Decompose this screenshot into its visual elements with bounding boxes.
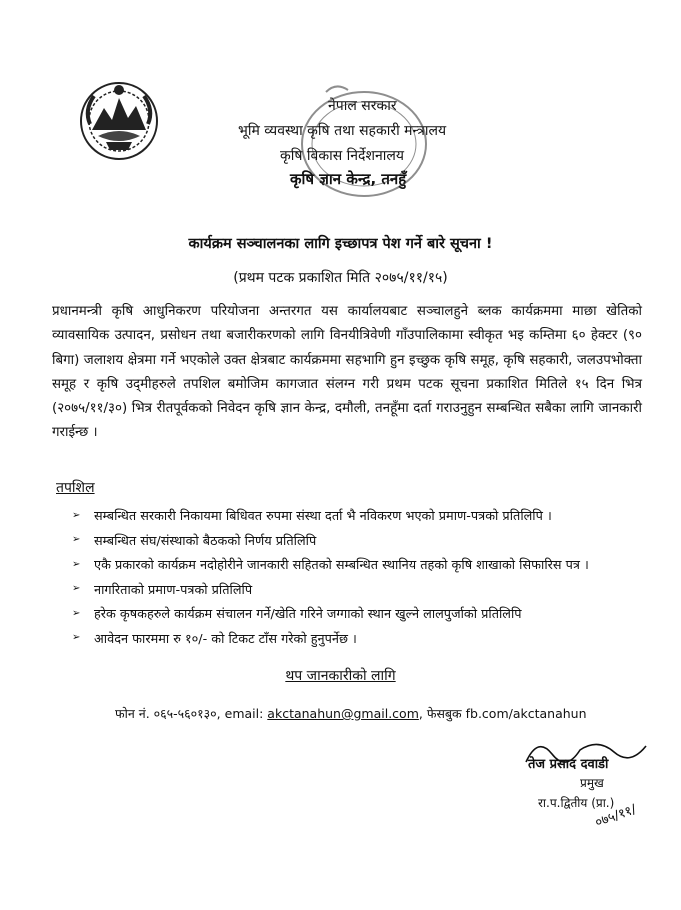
signature-block — [528, 738, 678, 831]
signatory-role: प्रमुख — [580, 776, 604, 790]
list-item-text: सम्बन्धित सरकारी निकायमा बिधिवत रुपमा संस्था दर्ता भै नविकरण भएको प्रमाण-पत्रको प्रतिलिपि । — [94, 509, 552, 525]
arrow-bullet-icon: ➢ — [72, 558, 81, 570]
list-item-text: एकै प्रकारको कार्यक्रम नदोहोरीने जानकारी सहितको सम्बन्धित स्थानिय तहको कृषि शाखाको सिफारिस पत्र । — [94, 558, 589, 574]
arrow-bullet-icon: ➢ — [72, 534, 81, 546]
list-item — [72, 577, 672, 602]
more-info-heading: थप जानकारीको लागि — [285, 668, 396, 684]
arrow-bullet-icon: ➢ — [72, 607, 81, 619]
list-item-text: आवेदन फारममा रु १०/- को टिकट टाँस गरेको हुनुपर्नेछ । — [94, 631, 357, 647]
list-item — [72, 601, 672, 626]
arrow-bullet-icon: ➢ — [72, 509, 81, 521]
details-heading: तपशिल — [56, 480, 95, 496]
phone-text: फोन नं. ०६५-५६०१३०, email: — [115, 706, 268, 721]
arrow-bullet-icon: ➢ — [72, 632, 81, 644]
list-item-text: नागरिताको प्रमाण-पत्रको प्रतिलिपि — [94, 582, 253, 598]
list-item — [72, 528, 672, 553]
list-item-text: सम्बन्धित संघ/संस्थाको बैठकको निर्णय प्रतिलिपि — [94, 533, 317, 549]
list-item — [72, 552, 672, 577]
list-item — [72, 626, 672, 651]
contact-line — [115, 705, 587, 722]
signatory-rank: रा.प.द्वितीय (प्रा.) — [538, 796, 615, 810]
list-item — [72, 503, 672, 528]
facebook-text: , फेसबुक fb.com/akctanahun — [418, 706, 587, 721]
notice-body-text: प्रधानमन्त्री कृषि आधुनिकरण परियोजना अन्तरगत यस कार्यालयबाट सञ्चालहुने ब्लक कार्यक्रममा माछा खेतिको व्यावसायिक उत्पादन, प्रसोधन तथा बजारीकरणको लागि विनयीत्रिवेणी गाँउपालिकामा स्वीकृत भइ कम्तिमा ६० हेक्टर (९० बिगा) जलाशय क्षेत्रमा गर्ने भएकोले उक्त क्षेत्रबाट कार्यक्रममा सहभागि हुन इच्छुक कृषि समूह, कृषि सहकारी, जलउपभोक्ता समूह र कृषि उद्‌मीहरुले तपशिल बमोजिम कागजात संलग्न गरी प्रथम पटक सूचना प्रकाशित मितिले १५ दिन भित्र (२०७५/११/३०) भित्र रीतपूर्वकको निवेदन कृषि ज्ञान केन्द्र, दमौली, तनहूँमा दर्ता गराउनुहुन सम्बन्धित सबैका लागि जानकारी गराईन्छ । — [52, 304, 642, 441]
arrow-bullet-icon: ➢ — [72, 583, 81, 595]
office-stamp — [292, 82, 450, 214]
header-ministry-name: भूमि व्यवस्था कृषि तथा सहकारी मन्त्रालय — [238, 123, 447, 139]
header-directorate-name: कृषि विकास निर्देशनालय — [280, 148, 404, 164]
signatory-name: तेज प्रसाद दवाडी — [528, 757, 609, 772]
list-item-text: हरेक कृषकहरुले कार्यक्रम संचालन गर्ने/खेति गरिने जग्गाको स्थान खुल्ने लालपुर्जाको प्रतिलिपि — [94, 607, 522, 623]
email-link[interactable]: akctanahun@gmail.com — [267, 706, 419, 721]
header-office-name: कृषि ज्ञान केन्द्र, तनहुँ — [290, 170, 407, 188]
notice-publish-date: (प्रथम पटक प्रकाशित मिति २०७५/११/१५) — [233, 270, 448, 286]
requirements-list — [72, 503, 672, 650]
signature-date: ०७५/११/ — [593, 802, 639, 831]
header-government-name: नेपाल सरकार — [328, 98, 397, 114]
notice-title: कार्यक्रम सञ्चालनका लागि इच्छापत्र पेश गर्ने बारे सूचना ! — [188, 236, 493, 252]
nepal-emblem-icon — [78, 80, 160, 162]
